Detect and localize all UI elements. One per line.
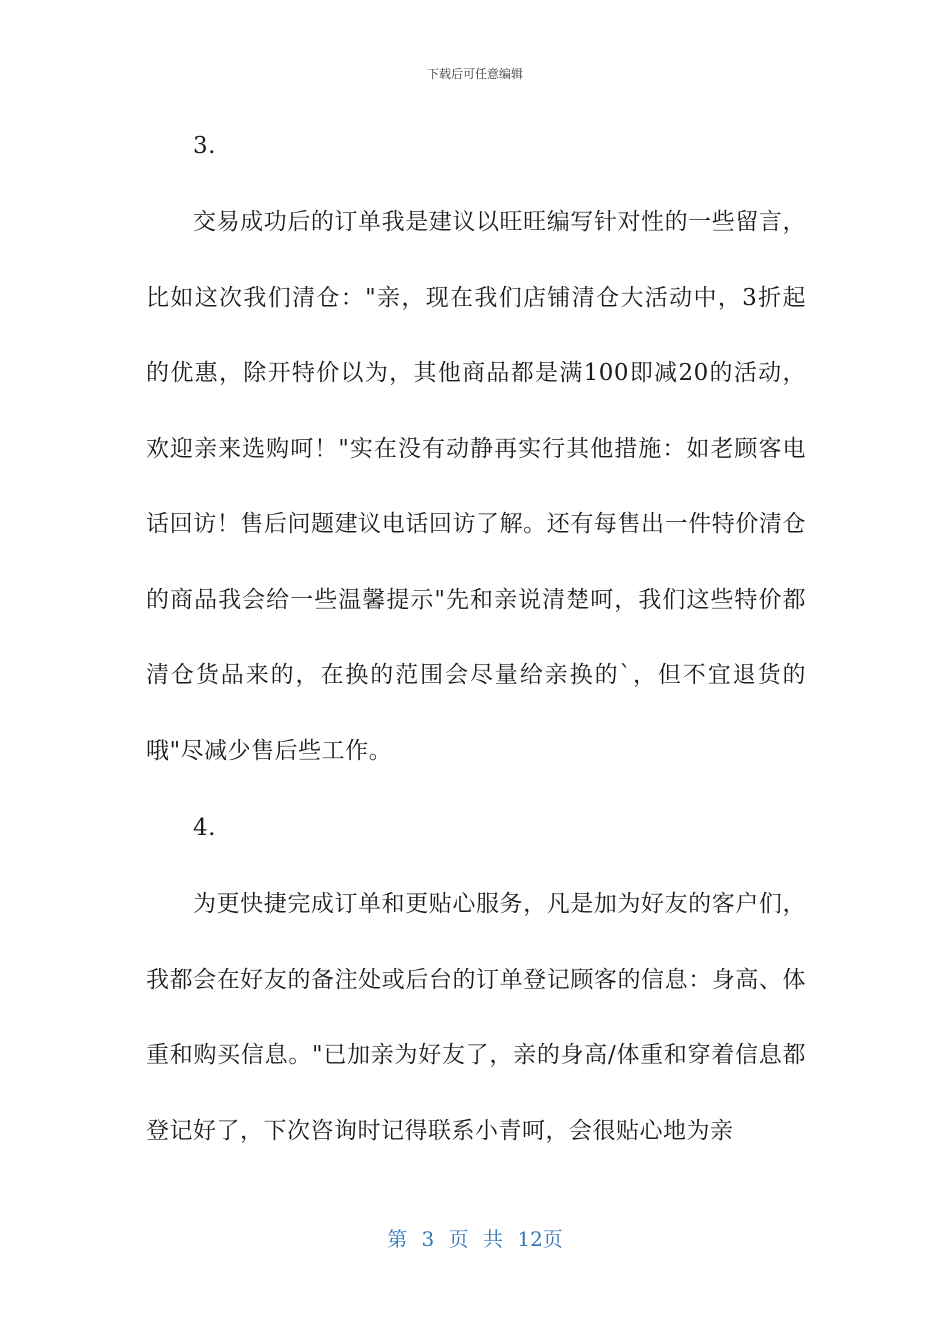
document-body <box>146 127 806 1189</box>
section-paragraph: 为更快捷完成订单和更贴心服务，凡是加为好友的客户们，我都会在好友的备注处或后台的订单登记顾客的信息：身高、体重和购买信息。"已加亲为好友了，亲的身高/体重和穿着信息都登记好了，下次咨询时记得联系小青呵，会很贴心地为亲 <box>146 891 806 1144</box>
section-number: 3. <box>193 133 216 159</box>
section-paragraph: 交易成功后的订单我是建议以旺旺编写针对性的一些留言，比如这次我们清仓："亲，现在我们店铺清仓大活动中，3折起的优惠，除开特价以为，其他商品都是满100即减20的活动，欢迎亲来选购呵！"实在没有动静再实行其他措施：如老顾客电话回访！售后问题建议电话回访了解。还有每售出一件特价清仓的商品我会给一些温馨提示"先和亲说清楚呵，我们这些特价都清仓货品来的，在换的范围会尽量给亲换的`，但不宜退货的哦"尽减少售后些工作。 <box>146 209 806 764</box>
section-number: 4. <box>193 815 216 841</box>
page-footer: 第 3 页 共 12页 <box>387 1227 563 1251</box>
page-header: 下载后可任意编辑 <box>426 67 523 81</box>
